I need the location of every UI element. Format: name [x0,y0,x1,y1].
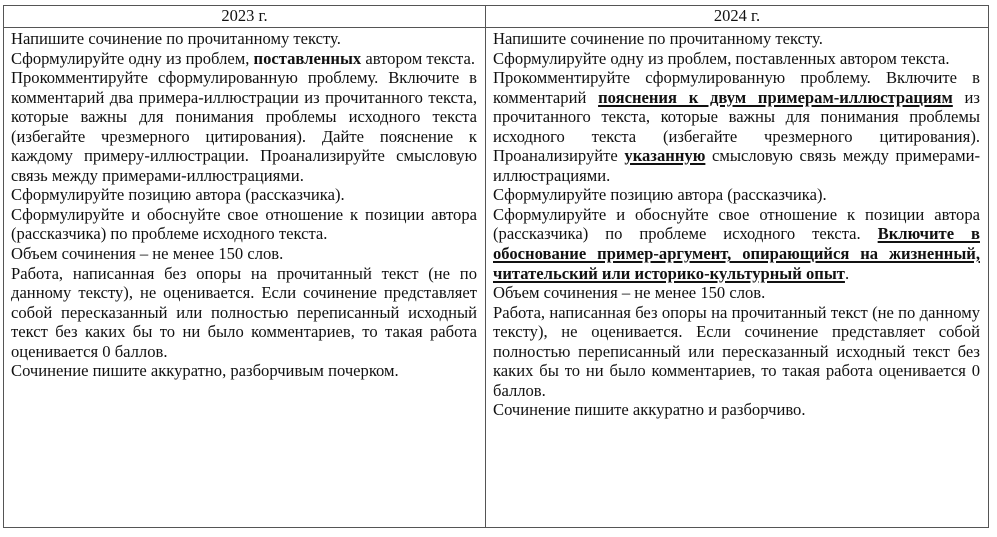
paragraph [11,68,477,185]
column-header-2023: 2023 г. [4,6,486,28]
paragraph [493,283,980,303]
emphasized-text-segment: поставленных [253,48,362,68]
emphasized-text-segment: указанную [624,146,706,166]
paragraph [493,49,980,69]
content-row [4,28,989,528]
paragraph [493,400,980,420]
text-segment: Работа, написанная без опоры на прочитанный текст (не по данному тексту), не оценивается. Если сочинение представляет собой пересказанный или полностью переписанный исходный текст без каких бы то ни было комментариев, то такая работа оценивается 0 баллов. [11,263,477,361]
text-segment: Сформулируйте и обоснуйте свое отношение к позиции автора (рассказчика) по проблеме исходного текста. [493,204,980,244]
paragraph [493,29,980,49]
paragraph [11,264,477,362]
text-segment: Объем сочинения – не менее 150 слов. [11,244,284,264]
emphasized-text-segment: Включите в обоснование пример-аргумент, опирающийся на жизненный, читательский или историко-культурный опыт [493,224,980,283]
paragraph [11,244,477,264]
text-segment: Работа, написанная без опоры на прочитанный текст (не по данному тексту), не оценивается. Если сочинение представляет собой полностью переписанный или пересказанный исходный текст без каких бы то ни было комментариев, то такая работа оценивается 0 баллов. [493,302,980,400]
comparison-table [3,5,989,528]
text-segment: смысловую связь между примерами-иллюстрациями. [493,146,980,185]
paragraph [493,205,980,283]
text-segment: Сформулируйте и обоснуйте свое отношение к позиции автора (рассказчика) по проблеме исходного текста. [11,204,477,244]
text-segment: из прочитанного текста, которые важны для понимания проблемы исходного текста (избегайте чрезмерного цитирования). Проанализируйте [493,87,980,166]
text-segment: Объем сочинения – не менее 150 слов. [493,283,766,303]
paragraph [11,29,477,49]
text-segment: автором текста. [361,48,475,68]
paragraph [493,185,980,205]
paragraph [11,185,477,205]
text-segment: Прокомментируйте сформулированную проблему. Включите в комментарий [493,68,980,107]
paragraph [11,49,477,69]
text-segment: Сформулируйте позицию автора (рассказчика). [493,185,827,205]
text-segment: Сочинение пишите аккуратно и разборчиво. [493,400,806,420]
paragraph [11,361,477,381]
text-segment: Сформулируйте позицию автора (рассказчика). [11,185,345,205]
text-segment: Сформулируйте одну из проблем, [11,48,254,68]
text-segment: Напишите сочинение по прочитанному тексту. [11,29,341,48]
paragraph [493,68,980,185]
header-row [4,6,989,28]
column-2024-content [486,28,989,528]
paragraph [11,205,477,244]
column-header-2024: 2024 г. [486,6,989,28]
text-segment: Сочинение пишите аккуратно, разборчивым почерком. [11,361,399,381]
text-segment: Сформулируйте одну из проблем, поставленных автором текста. [493,48,950,68]
paragraph [493,303,980,401]
text-segment: . [844,263,850,283]
text-segment: Напишите сочинение по прочитанному тексту. [493,29,823,48]
emphasized-text-segment: пояснения к двум примерам-иллюстрациям [598,87,953,107]
text-segment: Прокомментируйте сформулированную проблему. Включите в комментарий два примера-иллюстрации из прочитанного текста, которые важны для понимания проблемы исходного текста (избегайте чрезмерного цитирования). Дайте пояснение к каждому примеру-иллюстрации. Проанализируйте смысловую связь между примерами-иллюстрациями. [11,68,477,185]
column-2023-content [4,28,486,528]
